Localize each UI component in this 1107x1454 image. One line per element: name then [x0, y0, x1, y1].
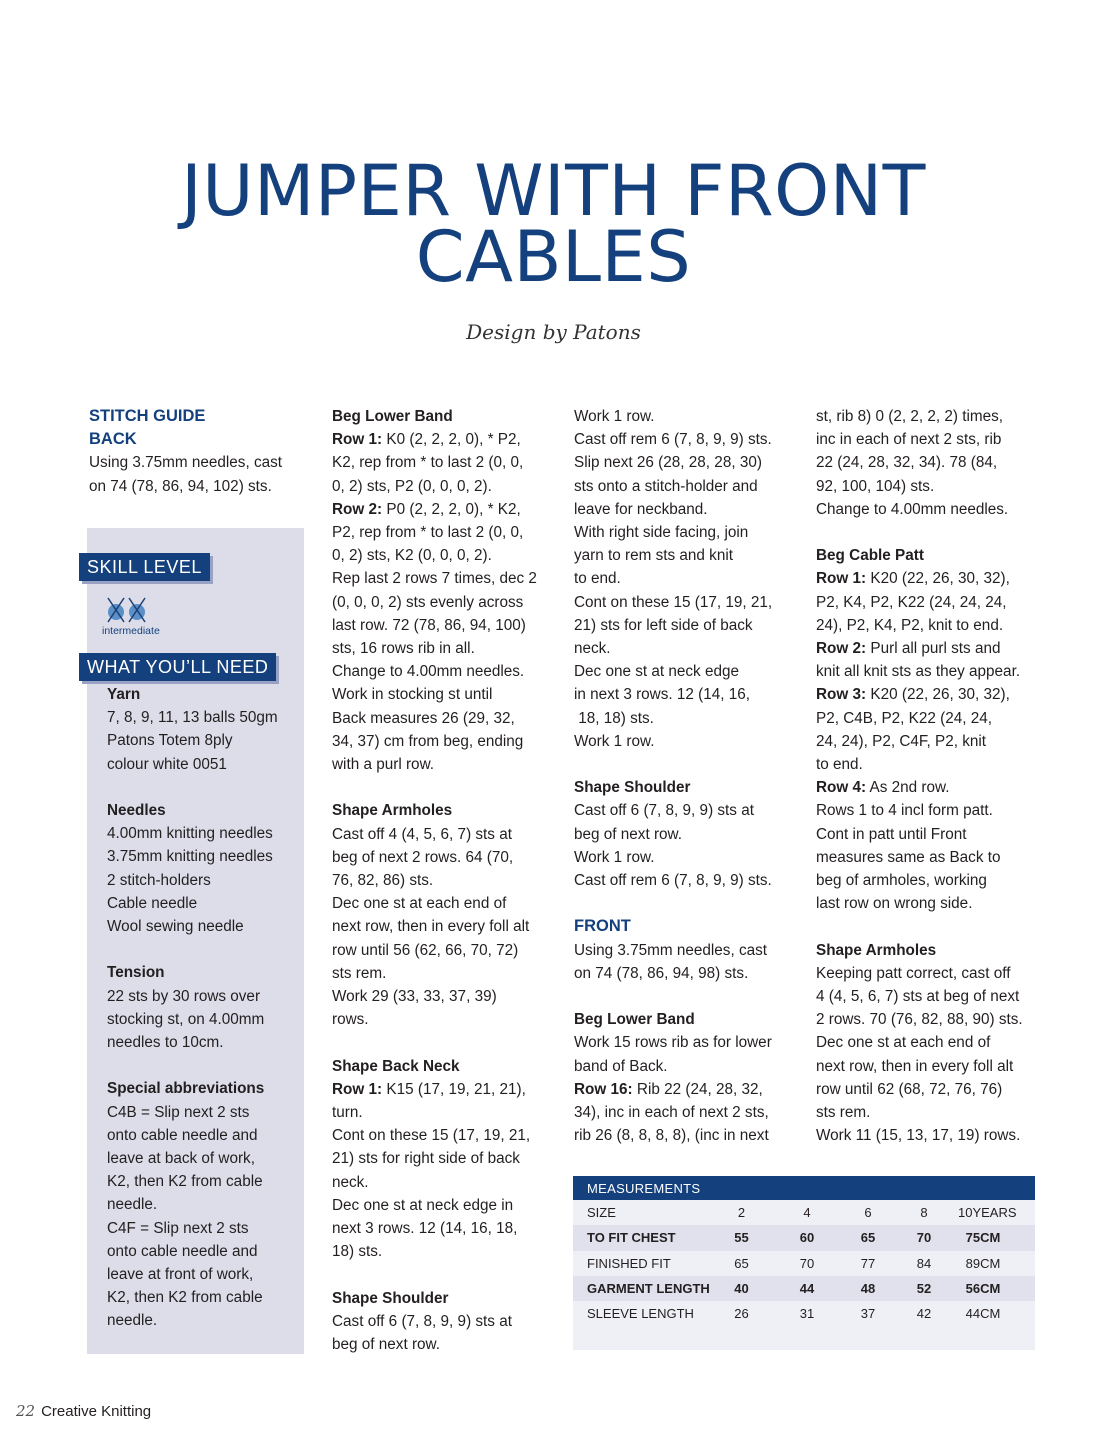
- text-line: [332, 498, 564, 521]
- text-line: 21) sts for left side of back: [574, 616, 753, 634]
- text-line: needle.: [107, 1196, 158, 1214]
- text-line: neck.: [574, 640, 611, 658]
- text-line: beg of armholes, working: [816, 872, 987, 890]
- text-line: 24), P2, K4, P2, knit to end.: [816, 616, 1004, 634]
- row-text: K20 (22, 26, 30, 32),: [866, 570, 1010, 588]
- text-line: P2, K4, P2, K22 (24, 24, 24,: [816, 593, 1007, 611]
- text-line: sts onto a stitch-holder and: [574, 477, 758, 495]
- skill-level-text: intermediate: [102, 625, 160, 637]
- what-you-need-heading: WHAT YOU’LL NEED: [79, 653, 276, 681]
- column-1: [89, 405, 304, 498]
- text-line: 2 rows. 70 (76, 82, 88, 90) sts.: [816, 1011, 1023, 1029]
- text-line: Work 1 row.: [574, 408, 655, 425]
- text-line: onto cable needle and: [107, 1242, 258, 1260]
- text-line: beg of next row.: [332, 1336, 440, 1354]
- row-label: Row 1:: [816, 570, 867, 588]
- row-text: K0 (2, 2, 2, 0), * P2,: [382, 431, 521, 449]
- text-line: Cast off 6 (7, 8, 9, 9) sts at: [332, 1312, 512, 1330]
- text-line: 92, 100, 104) sts.: [816, 477, 935, 495]
- title-line-1: JUMPER WITH FRONT: [181, 150, 926, 232]
- text-line: 4 (4, 5, 6, 7) sts at beg of next: [816, 988, 1020, 1006]
- cell: 60: [799, 1230, 815, 1246]
- text-line: needles to 10cm.: [107, 1034, 224, 1052]
- text-line: needle.: [107, 1312, 158, 1330]
- tension-heading: Tension: [107, 964, 165, 982]
- text-line: rows.: [332, 1011, 369, 1029]
- cell: 52: [916, 1280, 932, 1296]
- text-line: Rows 1 to 4 incl form patt.: [816, 802, 993, 820]
- text-line: Cont in patt until Front: [816, 825, 967, 843]
- cell: 65: [734, 1255, 749, 1271]
- text-line: 3.75mm knitting needles: [107, 848, 273, 866]
- column-2: [332, 405, 564, 1356]
- text-line: Using 3.75mm needles, cast: [574, 941, 768, 959]
- cell: 4: [803, 1205, 811, 1220]
- text-line: [816, 776, 1048, 799]
- text-line: last row on wrong side.: [816, 895, 973, 913]
- row-text: Rib 22 (24, 28, 32,: [632, 1080, 763, 1098]
- text-line: Change to 4.00mm needles.: [332, 663, 525, 681]
- text-line: Dec one st at neck edge in: [332, 1196, 514, 1214]
- row-label: Row 2:: [332, 500, 383, 518]
- text-line: Back measures 26 (29, 32,: [332, 709, 515, 727]
- row-label: Row 3:: [816, 686, 867, 704]
- text-line: 34), inc in each of next 2 sts,: [574, 1104, 769, 1122]
- text-line: rib 26 (8, 8, 8, 8), (inc in next: [574, 1127, 769, 1145]
- cell: 75CM: [965, 1230, 1001, 1246]
- table-row: [573, 1301, 1035, 1326]
- row-label: Row 2:: [816, 640, 867, 658]
- text-line: onto cable needle and: [107, 1126, 258, 1144]
- text-line: st, rib 8) 0 (2, 2, 2, 2) times,: [816, 408, 1004, 425]
- shape-back-neck-heading: Shape Back Neck: [332, 1057, 460, 1075]
- publication-name: Creative Knitting: [41, 1403, 152, 1420]
- row-label: Row 1:: [332, 1080, 383, 1098]
- cell: 10YEARS: [958, 1205, 1017, 1220]
- text-line: K2, then K2 from cable: [107, 1173, 263, 1191]
- text-line: [332, 1078, 564, 1101]
- row-label: Row 4:: [816, 779, 867, 797]
- shape-shoulder-heading: Shape Shoulder: [332, 1289, 449, 1307]
- text-line: neck.: [332, 1173, 369, 1191]
- text-line: on 74 (78, 86, 94, 98) sts.: [574, 964, 749, 982]
- cell: 77: [860, 1255, 876, 1271]
- text-line: row until 62 (68, 72, 76, 76): [816, 1080, 1003, 1098]
- text-line: Cast off 6 (7, 8, 9, 9) sts at: [574, 802, 754, 820]
- cell: 70: [799, 1255, 815, 1271]
- cell: 44: [799, 1280, 815, 1296]
- measurements-table: [573, 1176, 1035, 1350]
- text-line: Cast off 4 (4, 5, 6, 7) sts at: [332, 825, 512, 843]
- text-line: last row. 72 (78, 86, 94, 100): [332, 616, 526, 634]
- text-line: leave for neckband.: [574, 500, 708, 518]
- yarn-heading: Yarn: [107, 686, 141, 703]
- text-line: 18) sts.: [332, 1243, 383, 1261]
- text-line: Cable needle: [107, 894, 198, 912]
- text-line: [816, 637, 1048, 660]
- text-line: Dec one st at each end of: [816, 1034, 991, 1052]
- beg-lower-band-heading: Beg Lower Band: [574, 1011, 695, 1029]
- cell: 89CM: [965, 1255, 1001, 1271]
- text-line: Cont on these 15 (17, 19, 21,: [332, 1127, 531, 1145]
- text-line: [816, 567, 1048, 590]
- row-text: K15 (17, 19, 21, 21),: [382, 1080, 526, 1098]
- cell: 56CM: [965, 1280, 1001, 1296]
- text-line: 4.00mm knitting needles: [107, 825, 273, 843]
- knitting-needles-icon: [104, 594, 150, 624]
- table-row: [573, 1251, 1035, 1276]
- text-line: next row, then in every foll alt: [816, 1057, 1014, 1075]
- text-line: in next 3 rows. 12 (14, 16,: [574, 686, 751, 704]
- text-line: 22 sts by 30 rows over: [107, 987, 261, 1005]
- row-text: K20 (22, 26, 30, 32),: [866, 686, 1010, 704]
- text-line: inc in each of next 2 sts, rib: [816, 431, 1002, 449]
- cell: 31: [799, 1306, 815, 1322]
- text-line: 0, 2) sts, P2 (0, 0, 0, 2).: [332, 477, 492, 495]
- text-line: [574, 1078, 806, 1101]
- measurements-body: [573, 1200, 1035, 1326]
- text-line: sts, 16 rows rib in all.: [332, 640, 475, 658]
- page-title: [0, 150, 1107, 298]
- shape-armholes-heading: Shape Armholes: [332, 802, 453, 820]
- table-row: [573, 1276, 1035, 1301]
- table-footer-fill: [573, 1326, 1035, 1350]
- column-3: [574, 405, 806, 1147]
- text-line: yarn to rem sts and knit: [574, 547, 733, 565]
- stitch-guide-heading: STITCH GUIDE: [89, 407, 206, 425]
- text-line: Keeping patt correct, cast off: [816, 964, 1011, 982]
- byline: Design by Patons: [466, 320, 641, 344]
- text-line: next 3 rows. 12 (14, 16, 18,: [332, 1220, 518, 1238]
- cell: 8: [920, 1205, 928, 1220]
- beg-cable-patt-heading: Beg Cable Patt: [816, 547, 924, 565]
- cell: 6: [864, 1205, 872, 1220]
- text-line: to end.: [816, 756, 863, 774]
- page-footer: [16, 1402, 151, 1420]
- cell: 48: [860, 1280, 876, 1296]
- text-line: 22 (24, 28, 32, 34). 78 (84,: [816, 454, 998, 472]
- cell: 55: [734, 1230, 749, 1246]
- text-line: Work 15 rows rib as for lower: [574, 1034, 772, 1052]
- text-line: With right side facing, join: [574, 524, 749, 542]
- text-line: band of Back.: [574, 1057, 668, 1075]
- text-line: Dec one st at neck edge: [574, 663, 739, 681]
- table-row: [573, 1225, 1035, 1250]
- text-line: Dec one st at each end of: [332, 895, 507, 913]
- skill-level-heading: SKILL LEVEL: [79, 553, 210, 581]
- cell: 26: [734, 1306, 749, 1322]
- text-line: beg of next 2 rows. 64 (70,: [332, 848, 514, 866]
- text-line: Work 1 row.: [574, 848, 655, 866]
- text-line: with a purl row.: [332, 756, 435, 774]
- text-line: C4F = Slip next 2 sts: [107, 1219, 249, 1237]
- cell: 65: [860, 1230, 876, 1246]
- cell: 40: [734, 1280, 749, 1296]
- text-line: turn.: [332, 1104, 363, 1122]
- text-line: colour white 0051: [107, 755, 227, 773]
- text-line: 0, 2) sts, K2 (0, 0, 0, 2).: [332, 547, 492, 565]
- text-line: Work in stocking st until: [332, 686, 493, 704]
- text-line: next row, then in every foll alt: [332, 918, 530, 936]
- text-line: Work 29 (33, 33, 37, 39): [332, 988, 497, 1006]
- text-line: stocking st, on 4.00mm: [107, 1010, 265, 1028]
- row-text: P0 (2, 2, 2, 0), * K2,: [382, 500, 521, 518]
- text-line: [332, 428, 564, 451]
- text-line: Cast off rem 6 (7, 8, 9, 9) sts.: [574, 431, 772, 449]
- text-line: Using 3.75mm needles, cast: [89, 454, 283, 472]
- shape-armholes-heading: Shape Armholes: [816, 941, 937, 959]
- text-line: sts rem.: [332, 964, 387, 982]
- row-text: Purl all purl sts and: [866, 640, 1001, 658]
- text-line: on 74 (78, 86, 94, 102) sts.: [89, 477, 272, 495]
- row-label: TO FIT CHEST: [587, 1230, 676, 1246]
- cell: 42: [916, 1306, 932, 1322]
- row-label: GARMENT LENGTH: [587, 1280, 710, 1296]
- text-line: 76, 82, 86) sts.: [332, 872, 434, 890]
- row-label: SIZE: [587, 1205, 616, 1220]
- text-line: Wool sewing needle: [107, 918, 244, 936]
- text-line: measures same as Back to: [816, 848, 1001, 866]
- text-line: to end.: [574, 570, 621, 588]
- text-line: K2, rep from * to last 2 (0, 0,: [332, 454, 524, 472]
- text-line: leave at front of work,: [107, 1266, 254, 1284]
- back-heading: BACK: [89, 430, 137, 449]
- materials-list: [107, 683, 302, 1333]
- page-number: 22: [16, 1402, 36, 1420]
- text-line: Slip next 26 (28, 28, 28, 30): [574, 454, 762, 472]
- cell: 44CM: [965, 1306, 1001, 1322]
- text-line: Cont on these 15 (17, 19, 21,: [574, 593, 773, 611]
- text-line: Patons Totem 8ply: [107, 732, 233, 750]
- text-line: Rep last 2 rows 7 times, dec 2: [332, 570, 537, 588]
- text-line: Cast off rem 6 (7, 8, 9, 9) sts.: [574, 872, 772, 890]
- measurements-header: MEASUREMENTS: [573, 1176, 1035, 1200]
- column-4: [816, 405, 1048, 1147]
- text-line: P2, rep from * to last 2 (0, 0,: [332, 524, 524, 542]
- cell: 37: [860, 1306, 876, 1322]
- text-line: knit all knit sts as they appear.: [816, 663, 1021, 681]
- shape-shoulder-heading: Shape Shoulder: [574, 779, 691, 797]
- text-line: 21) sts for right side of back: [332, 1150, 520, 1168]
- row-text: As 2nd row.: [866, 779, 950, 797]
- text-line: 24, 24), P2, C4F, P2, knit: [816, 732, 987, 750]
- text-line: sts rem.: [816, 1104, 871, 1122]
- text-line: 18, 18) sts.: [574, 709, 654, 727]
- text-line: 7, 8, 9, 11, 13 balls 50gm: [107, 709, 278, 727]
- text-line: 2 stitch-holders: [107, 871, 211, 889]
- text-line: K2, then K2 from cable: [107, 1289, 263, 1307]
- text-line: (0, 0, 0, 2) sts evenly across: [332, 593, 524, 611]
- cell: 84: [916, 1255, 932, 1271]
- text-line: Work 11 (15, 13, 17, 19) rows.: [816, 1127, 1021, 1145]
- title-line-2: CABLES: [415, 216, 692, 298]
- text-line: leave at back of work,: [107, 1150, 255, 1168]
- text-line: beg of next row.: [574, 825, 682, 843]
- text-line: Work 1 row.: [574, 732, 655, 750]
- text-line: [816, 683, 1048, 706]
- text-line: P2, C4B, P2, K22 (24, 24,: [816, 709, 993, 727]
- cell: 70: [916, 1230, 932, 1246]
- text-line: Change to 4.00mm needles.: [816, 500, 1009, 518]
- cell: 2: [737, 1205, 746, 1220]
- table-row: [573, 1200, 1035, 1225]
- text-line: 34, 37) cm from beg, ending: [332, 732, 524, 750]
- row-label: SLEEVE LENGTH: [587, 1306, 694, 1322]
- text-line: C4B = Slip next 2 sts: [107, 1103, 250, 1121]
- row-label: Row 1:: [332, 431, 383, 449]
- abbreviations-heading: Special abbreviations: [107, 1080, 265, 1098]
- row-label: Row 16:: [574, 1080, 633, 1098]
- text-line: row until 56 (62, 66, 70, 72): [332, 941, 519, 959]
- needles-heading: Needles: [107, 802, 166, 819]
- row-label: FINISHED FIT: [587, 1255, 671, 1271]
- front-heading: FRONT: [574, 917, 631, 936]
- beg-lower-band-heading: Beg Lower Band: [332, 408, 453, 425]
